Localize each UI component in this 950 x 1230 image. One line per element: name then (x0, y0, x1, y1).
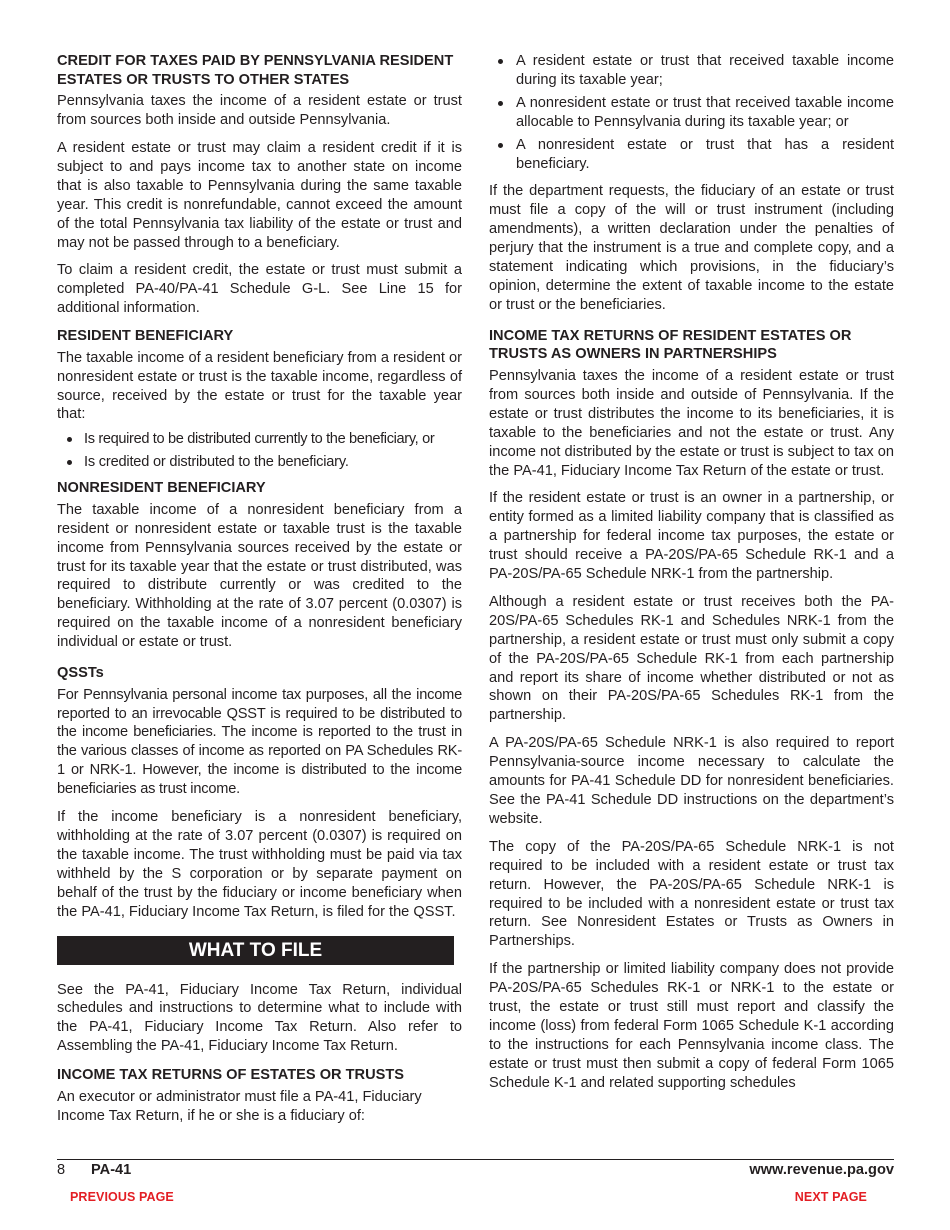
partnerships-paragraph-6: If the partnership or limited liability company does not provide PA-20S/PA-65 Schedules RK-1 or NRK-1 to the estate or trust, the estate or trust still must report and classify the income (loss) from federal Form 1065 Schedule K-1 according to the instructions for each Pennsylvania income class. The estate or trust must then submit a copy of federal Form 1065 Schedule K-1 and related supporting schedules (489, 961, 894, 1091)
next-page-link[interactable]: NEXT PAGE (794, 1190, 867, 1204)
resident-beneficiary-list (57, 430, 462, 472)
nonresident-beneficiary-heading: NONRESIDENT BENEFICIARY (57, 480, 266, 497)
partnerships-paragraph-5: The copy of the PA-20S/PA-65 Schedule NRK-1 is not required to be included with a resident estate or trust tax return. However, the PA-20S/PA-65 Schedule NRK-1 is required to be included with a nonresident estate or trust tax return. See Nonresident Estates or Trusts as Owners in Partnerships. (489, 838, 894, 950)
resident-beneficiary-heading: RESIDENT BENEFICIARY (57, 328, 234, 345)
fiduciary-list (489, 52, 894, 173)
page-number: 8 (57, 1162, 66, 1178)
footer-divider (57, 1159, 894, 1160)
list-item: Is credited or distributed to the beneficiary. (57, 453, 462, 472)
list-item: A nonresident estate or trust that received taxable income allocable to Pennsylvania during its taxable year; or (489, 94, 894, 132)
left-column (57, 52, 462, 1135)
department-request-paragraph: If the department requests, the fiduciary of an estate or trust must file a copy of the will or trust instrument (including amendments), a written declaration under the penalties of perjury that the instrument is a true and complete copy, and a statement indicating which provisions, in the fiduciary’s opinion, determine the extent of taxable income to the estate or trust or the beneficiaries. (489, 183, 894, 313)
list-item: Is required to be distributed currently to the beneficiary, or (57, 430, 462, 449)
website-url: www.revenue.pa.gov (749, 1162, 894, 1178)
partnerships-heading: INCOME TAX RETURNS OF RESIDENT ESTATES OR TRUSTS AS OWNERS IN PARTNERSHIPS (489, 327, 852, 363)
previous-page-link[interactable]: PREVIOUS PAGE (70, 1190, 174, 1204)
partnerships-paragraph-3: Although a resident estate or trust receives both the PA-20S/PA-65 Schedules RK-1 and Schedules NRK-1 from the partnership, a resident estate or trust must only submit a copy of the PA-20S/PA-65 Schedule RK-1 from each partnership and report its share of income whether distributed or not as shown on their PA-20S/PA-65 Schedules RK-1 from the partnership. (489, 593, 894, 724)
resident-beneficiary-paragraph: The taxable income of a resident beneficiary from a resident or nonresident estate or trust is the taxable income, regardless of source, received by the estate or trust for the taxable year that: (57, 349, 462, 423)
qssts-heading: QSSTs (57, 665, 104, 682)
partnerships-paragraph-2: If the resident estate or trust is an owner in a partnership, or entity formed as a limited liability company that is classified as a partnership for federal income tax purposes, the estate or trust should receive a PA-20S/PA-65 Schedule RK-1 and a PA-20S/PA-65 Schedule NRK-1 from the partnership. (489, 490, 894, 583)
credit-paragraph-2: A resident estate or trust may claim a resident credit if it is subject to and pays income tax to another state on income that is also taxable to Pennsylvania during the same taxable year. This credit is nonrefundable, cannot exceed the amount of the total Pennsylvania tax liability of the estate or trust and may not be passed through to a beneficiary. (57, 140, 462, 251)
qssts-paragraph-1: For Pennsylvania personal income tax purposes, all the income reported to an irrevocable QSST is required to be distributed to the income beneficiaries. The income is reported to the trust in the various classes of income as reported on PA Schedules RK-1 or NRK-1. However, the income is distributed to the income beneficiaries as trust income. (57, 686, 462, 798)
what-to-file-paragraph: See the PA-41, Fiduciary Income Tax Return, individual schedules and instructions to determine what to include with the PA-41, Fiduciary Income Tax Return. Also refer to Assembling the PA-41, Fiduciary Income Tax Return. (57, 981, 462, 1055)
right-column (489, 52, 894, 1102)
partnerships-paragraph-1: Pennsylvania taxes the income of a resident estate or trust from sources both inside and outside of Pennsylvania. If the estate or trust distributes the income to its beneficiaries, it is taxable to the beneficiaries and not the estate or trust. Any income not distributed by the estate or trust is subject to tax on the PA-41, Fiduciary Income Tax Return of the estate or trust. (489, 367, 894, 479)
list-item: A resident estate or trust that received taxable income during its taxable year; (489, 52, 894, 90)
qssts-paragraph-2: If the income beneficiary is a nonresident beneficiary, withholding at the rate of 3.07 percent (0.0307) is required on the taxable income. The trust withholding must be paid via tax withheld by the S corporation or by separate payment on behalf of the trust by the fiduciary or income beneficiary when the PA-41, Fiduciary Income Tax Return, is filed for the QSST. (57, 809, 462, 920)
income-tax-returns-paragraph: An executor or administrator must file a PA-41, Fiduciary Income Tax Return, if he or she is a fiduciary of: (57, 1088, 422, 1124)
list-item: A nonresident estate or trust that has a resident beneficiary. (489, 136, 894, 174)
form-name: PA-41 (91, 1162, 132, 1178)
credit-paragraph-1: Pennsylvania taxes the income of a resident estate or trust from sources both inside and outside Pennsylvania. (57, 93, 462, 129)
nonresident-beneficiary-paragraph: The taxable income of a nonresident beneficiary from a resident or nonresident estate or taxable trust is the taxable income from Pennsylvania sources received by the estate or trust for its taxable year that the estate or trust distributed, was required to distribute currently or was credited to the beneficiary. Withholding at the rate of 3.07 percent (0.0307) is required on the taxable income of a nonresident beneficiary individual or estate or trust. (57, 501, 462, 651)
credit-paragraph-3: To claim a resident credit, the estate or trust must submit a completed PA-40/PA-41 Schedule G-L. See Line 15 for additional information. (57, 262, 462, 317)
credit-heading: CREDIT FOR TAXES PAID BY PENNSYLVANIA RESIDENT ESTATES OR TRUSTS TO OTHER STATES (57, 53, 454, 88)
what-to-file-banner: WHAT TO FILE (57, 936, 454, 965)
income-tax-returns-heading: INCOME TAX RETURNS OF ESTATES OR TRUSTS (57, 1067, 405, 1084)
partnerships-paragraph-4: A PA-20S/PA-65 Schedule NRK-1 is also required to report Pennsylvania-source income necessary to calculate the amounts for PA-41 Schedule DD for nonresident beneficiaries. See the PA-41 Schedule DD instructions on the department’s website. (489, 735, 894, 827)
